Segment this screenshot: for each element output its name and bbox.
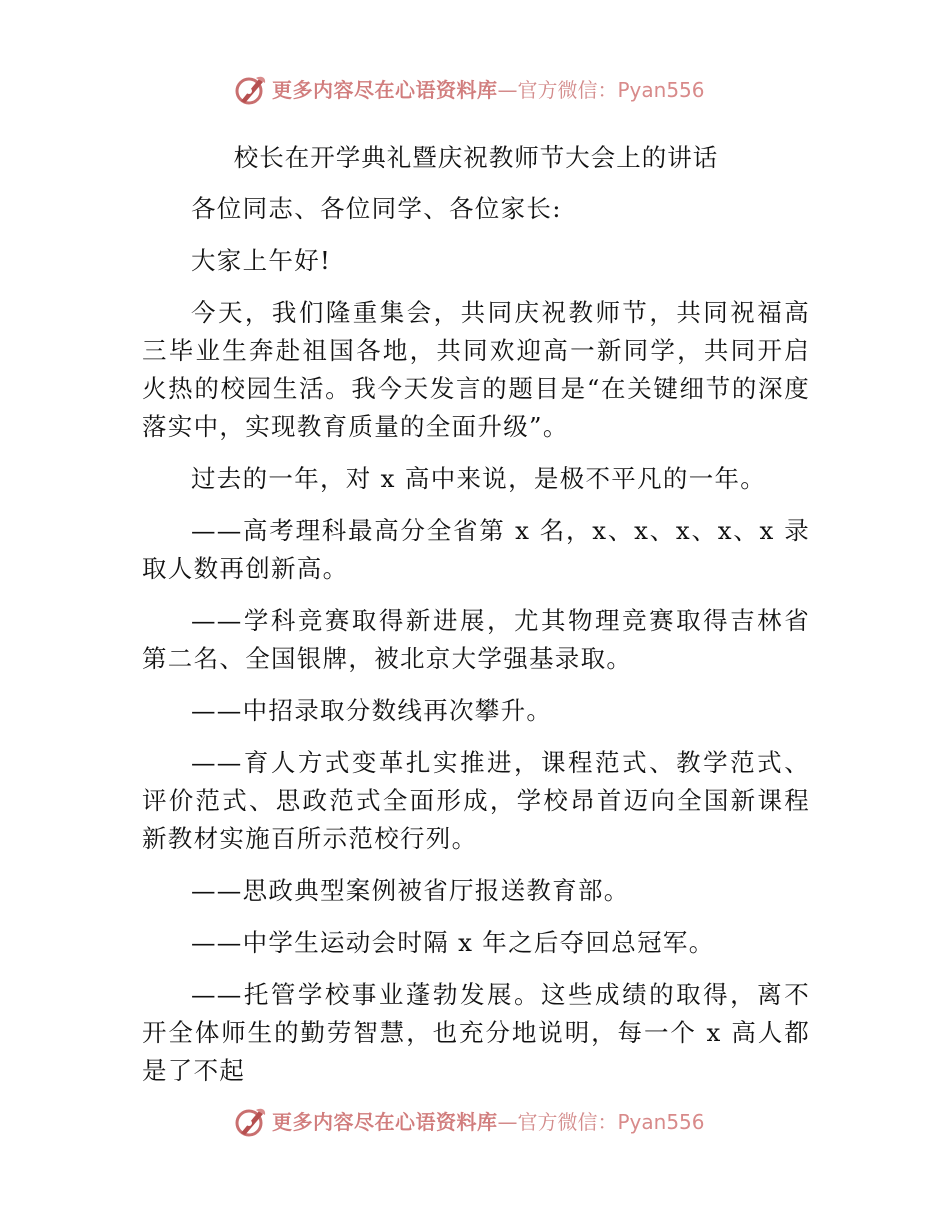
paragraph: 今天，我们隆重集会，共同庆祝教师节，共同祝福高三毕业生奔赴祖国各地，共同欢迎高一新同学，共同开启火热的校园生活。我今天发言的题目是“在关键细节的深度落实中，实现教育质量的全面升级”。 [142, 298, 810, 441]
watermark-separator: — [497, 1110, 518, 1134]
watermark-handle: Pyan556 [617, 1110, 705, 1134]
document-title: 校长在开学典礼暨庆祝教师节大会上的讲话 [233, 143, 719, 172]
watermark-handle: Pyan556 [617, 78, 705, 102]
greeting: 大家上午好! [191, 246, 332, 275]
quill-pen-logo-icon [232, 1104, 268, 1140]
quill-pen-logo-icon [232, 72, 268, 108]
achievement-item: ——思政典型案例被省厅报送教育部。 [191, 876, 630, 905]
header-watermark-banner [0, 70, 950, 110]
watermark-label: 官方微信： [517, 1110, 618, 1134]
achievement-item: ——高考理科最高分全省第 x 名，x、x、x、x、x 录取人数再创新高。 [142, 516, 810, 583]
watermark-label: 官方微信： [517, 78, 618, 102]
document-body [142, 136, 810, 1104]
watermark-main: 更多内容尽在心语资料库 [272, 78, 498, 102]
watermark-main: 更多内容尽在心语资料库 [272, 1110, 498, 1134]
achievement-item: ——学科竞赛取得新进展，尤其物理竞赛取得吉林省第二名、全国银牌，被北京大学强基录取。 [142, 606, 810, 673]
achievement-item: ——中招录取分数线再次攀升。 [191, 696, 553, 725]
watermark-separator: — [497, 78, 518, 102]
paragraph: 过去的一年，对 x 高中来说，是极不平凡的一年。 [191, 464, 767, 493]
achievement-item: ——托管学校事业蓬勃发展。这些成绩的取得，离不开全体师生的勤劳智慧，也充分地说明，每一个 x 高人都是了不起 [142, 980, 810, 1085]
achievement-item: ——育人方式变革扎实推进，课程范式、教学范式、评价范式、思政范式全面形成，学校昂首迈向全国新课程新教材实施百所示范校行列。 [142, 748, 810, 853]
watermark-text [272, 76, 705, 104]
achievement-item: ——中学生运动会时隔 x 年之后夺回总冠军。 [191, 928, 715, 957]
salutation: 各位同志、各位同学、各位家长: [191, 194, 562, 223]
footer-watermark-banner [0, 1102, 950, 1142]
watermark-text [272, 1108, 705, 1136]
